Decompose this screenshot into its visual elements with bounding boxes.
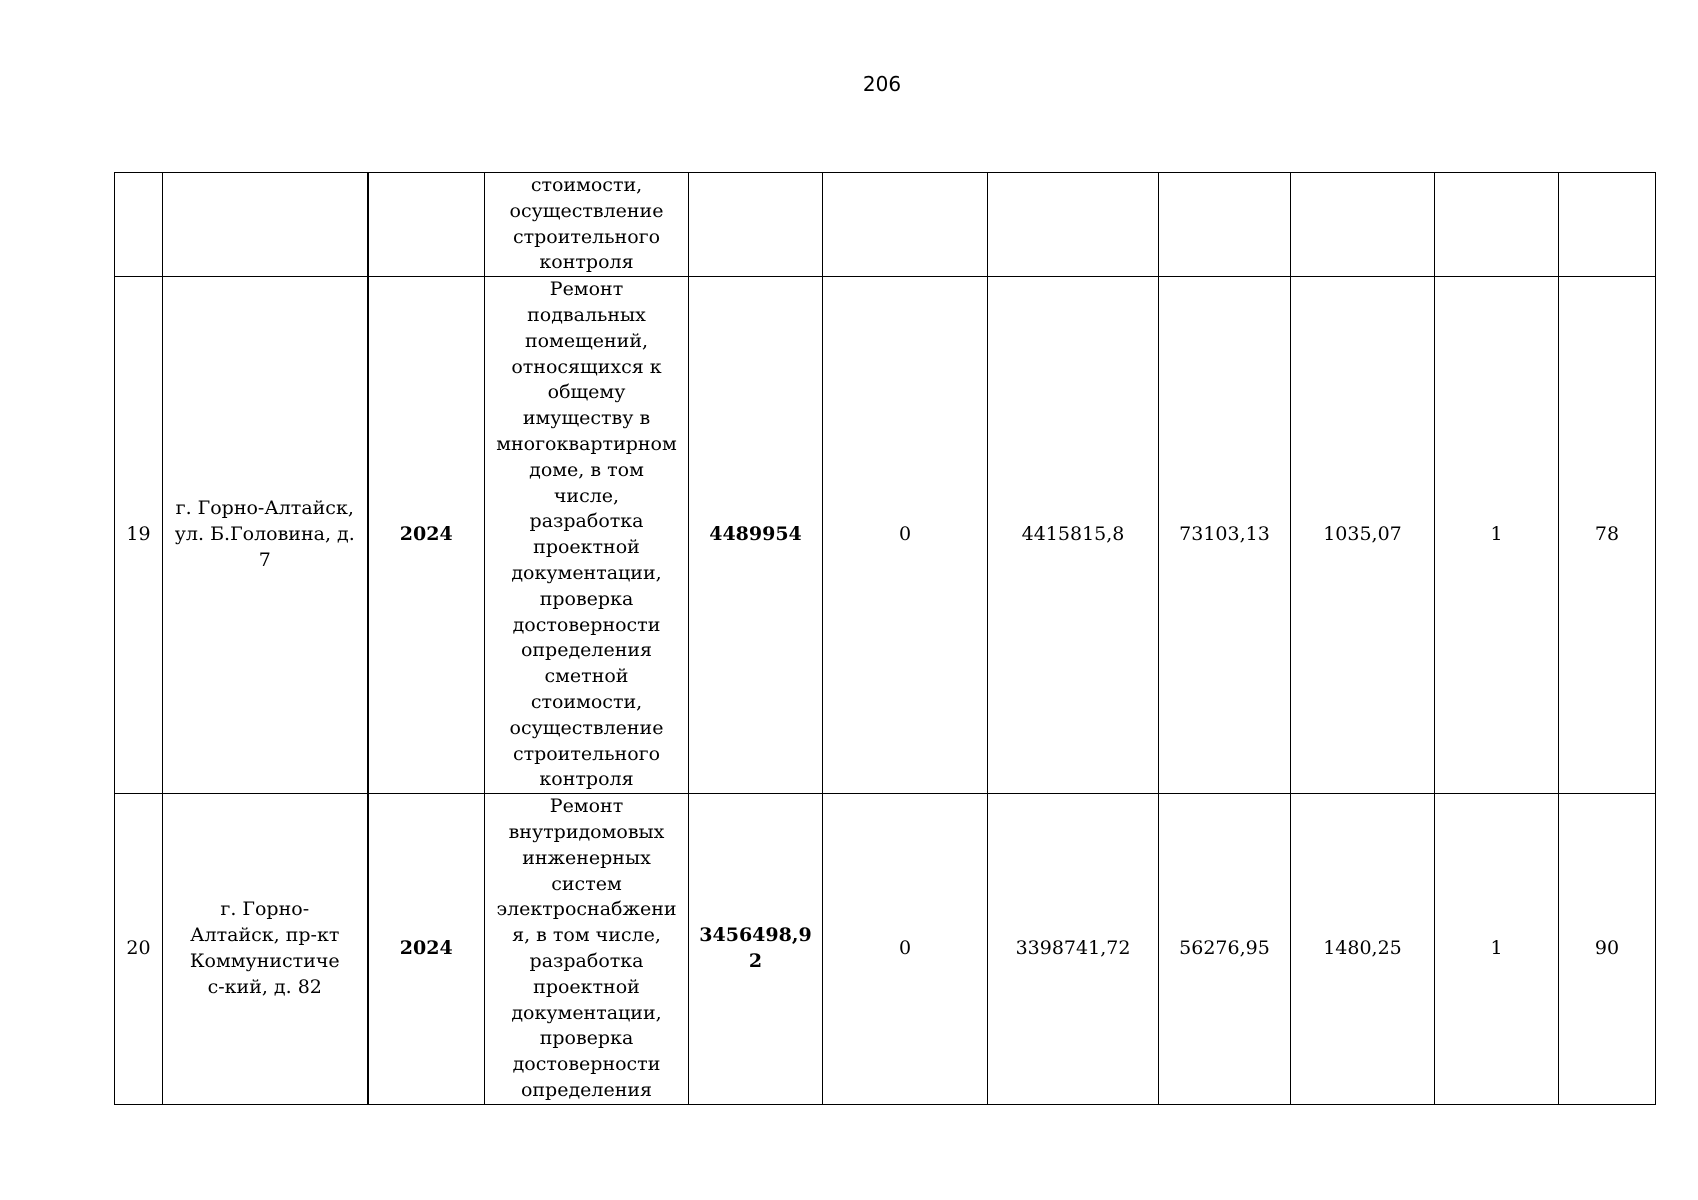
address-text: г. Горно-Алтайск, пр-кт Коммунистичес-кий, д. 82 — [189, 898, 340, 998]
work-description-text: Ремонт подвальных помещений, относящихся к общему имуществу в многоквартирном доме, в том числе, разработка проектной документации, проверка достоверности определения сметной стоимости, осуществление строительного контроля — [496, 278, 677, 791]
value-cell: 1 — [1435, 794, 1559, 1105]
page-number: 206 — [862, 72, 902, 96]
value-cell — [823, 173, 988, 277]
row-number-cell: 19 — [115, 277, 163, 794]
total-cost-cell: 4489954 — [689, 277, 823, 794]
work-description-cell — [485, 173, 689, 277]
value-cell: 73103,13 — [1159, 277, 1291, 794]
address-cell — [163, 173, 368, 277]
works-table — [114, 172, 1656, 1105]
value-cell: 78 — [1559, 277, 1656, 794]
value-cell — [988, 173, 1159, 277]
value-cell: 1035,07 — [1291, 277, 1435, 794]
year-cell — [368, 173, 485, 277]
work-description-cell — [485, 794, 689, 1105]
table-row — [115, 277, 1656, 794]
year-cell: 2024 — [368, 277, 485, 794]
total-cost-cell — [689, 173, 823, 277]
value-cell: 0 — [823, 277, 988, 794]
address-cell — [163, 794, 368, 1105]
total-cost-cell: 3456498,92 — [689, 794, 823, 1105]
value-cell: 1 — [1435, 277, 1559, 794]
value-cell: 4415815,8 — [988, 277, 1159, 794]
value-cell: 90 — [1559, 794, 1656, 1105]
work-description-cell — [485, 277, 689, 794]
value-cell — [1435, 173, 1559, 277]
value-cell: 56276,95 — [1159, 794, 1291, 1105]
value-cell — [1291, 173, 1435, 277]
row-number-cell: 20 — [115, 794, 163, 1105]
value-cell: 1480,25 — [1291, 794, 1435, 1105]
row-number-cell — [115, 173, 163, 277]
address-cell: г. Горно-Алтайск, ул. Б.Головина, д. 7 — [163, 277, 368, 794]
work-description-text: стоимости, осуществление строительного контроля — [509, 174, 664, 274]
table-row — [115, 794, 1656, 1105]
value-cell — [1559, 173, 1656, 277]
value-cell — [1159, 173, 1291, 277]
table-row — [115, 173, 1656, 277]
value-cell: 3398741,72 — [988, 794, 1159, 1105]
value-cell: 0 — [823, 794, 988, 1105]
year-cell: 2024 — [368, 794, 485, 1105]
work-description-text: Ремонт внутридомовых инженерных систем электроснабжения, в том числе, разработка проектной документации, проверка достоверности определения — [496, 795, 677, 1101]
